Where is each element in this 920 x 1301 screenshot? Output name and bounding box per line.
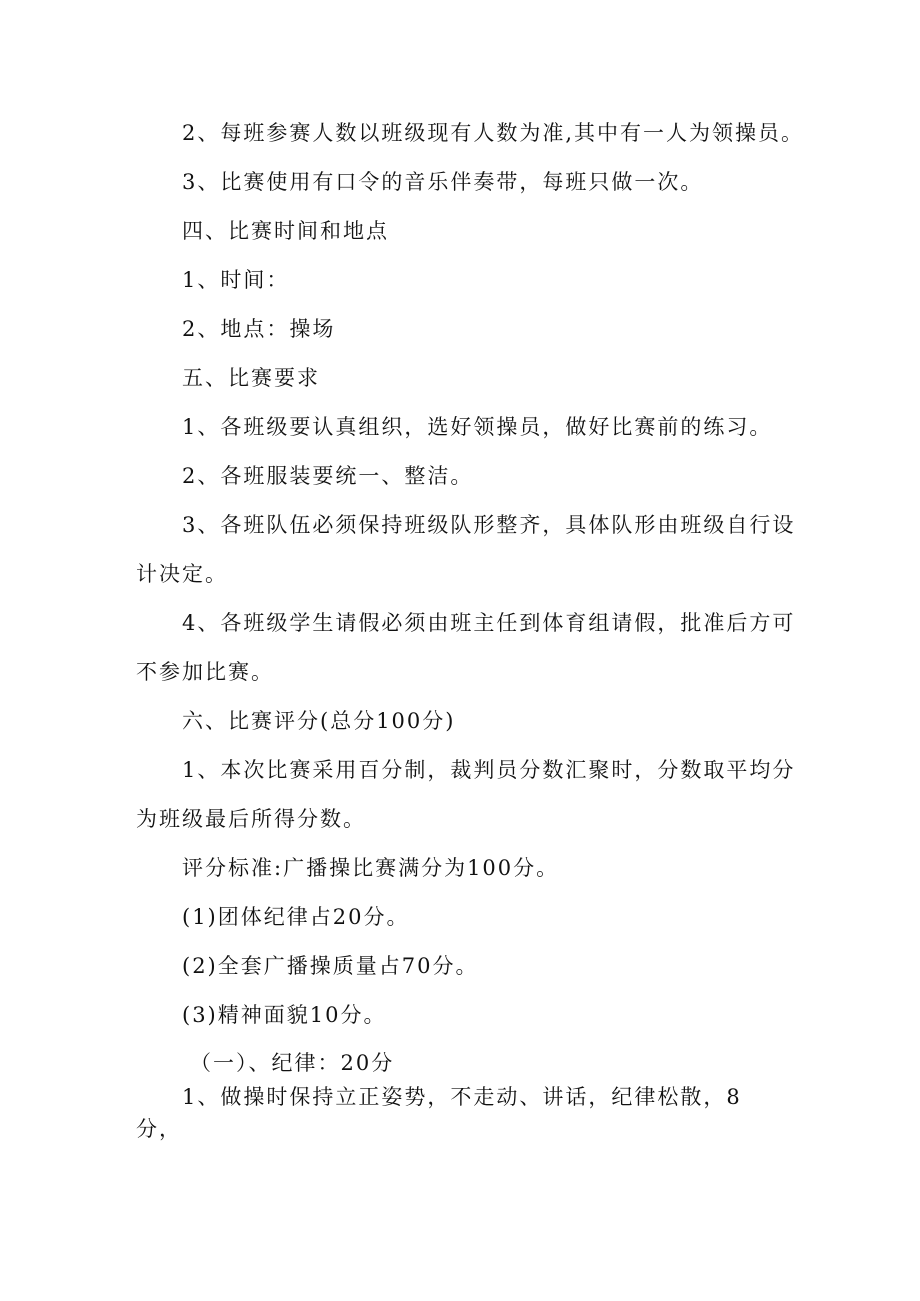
paragraph-line: 3、各班队伍必须保持班级队形整齐，具体队形由班级自行设 <box>182 513 796 537</box>
paragraph-continuation: 为班级最后所得分数。 <box>136 807 366 831</box>
paragraph-continuation: 分， <box>136 1117 182 1141</box>
paragraph-line: 2、地点：操场 <box>182 317 336 341</box>
paragraph-line: (3)精神面貌10分。 <box>182 1003 387 1027</box>
paragraph-line: 4、各班级学生请假必须由班主任到体育组请假，批准后方可 <box>182 611 796 635</box>
section-heading: 四、比赛时间和地点 <box>182 219 389 243</box>
paragraph-line: (2)全套广播操质量占70分。 <box>182 954 479 978</box>
paragraph-line: 1、时间： <box>182 268 290 292</box>
paragraph-line: 1、本次比赛采用百分制，裁判员分数汇聚时，分数取平均分 <box>182 758 796 782</box>
section-heading: 五、比赛要求 <box>182 366 320 390</box>
section-heading: 六、比赛评分(总分100分) <box>182 709 456 733</box>
paragraph-line: (1)团体纪律占20分。 <box>182 905 410 929</box>
paragraph-line: 2、每班参赛人数以班级现有人数为准,其中有一人为领操员。 <box>182 121 805 145</box>
paragraph-line: 1、做操时保持立正姿势，不走动、讲话，纪律松散，8 <box>182 1085 742 1109</box>
paragraph-line: 3、比赛使用有口令的音乐伴奏带，每班只做一次。 <box>182 170 704 194</box>
paragraph-line: 1、各班级要认真组织，选好领操员，做好比赛前的练习。 <box>182 415 773 439</box>
subsection-heading: （一）、纪律：20分 <box>190 1051 395 1075</box>
paragraph-continuation: 不参加比赛。 <box>136 660 274 684</box>
paragraph-line: 评分标准:广播操比赛满分为100分。 <box>182 856 560 880</box>
paragraph-line: 2、各班服装要统一、整洁。 <box>182 464 474 488</box>
paragraph-continuation: 计决定。 <box>136 562 228 586</box>
